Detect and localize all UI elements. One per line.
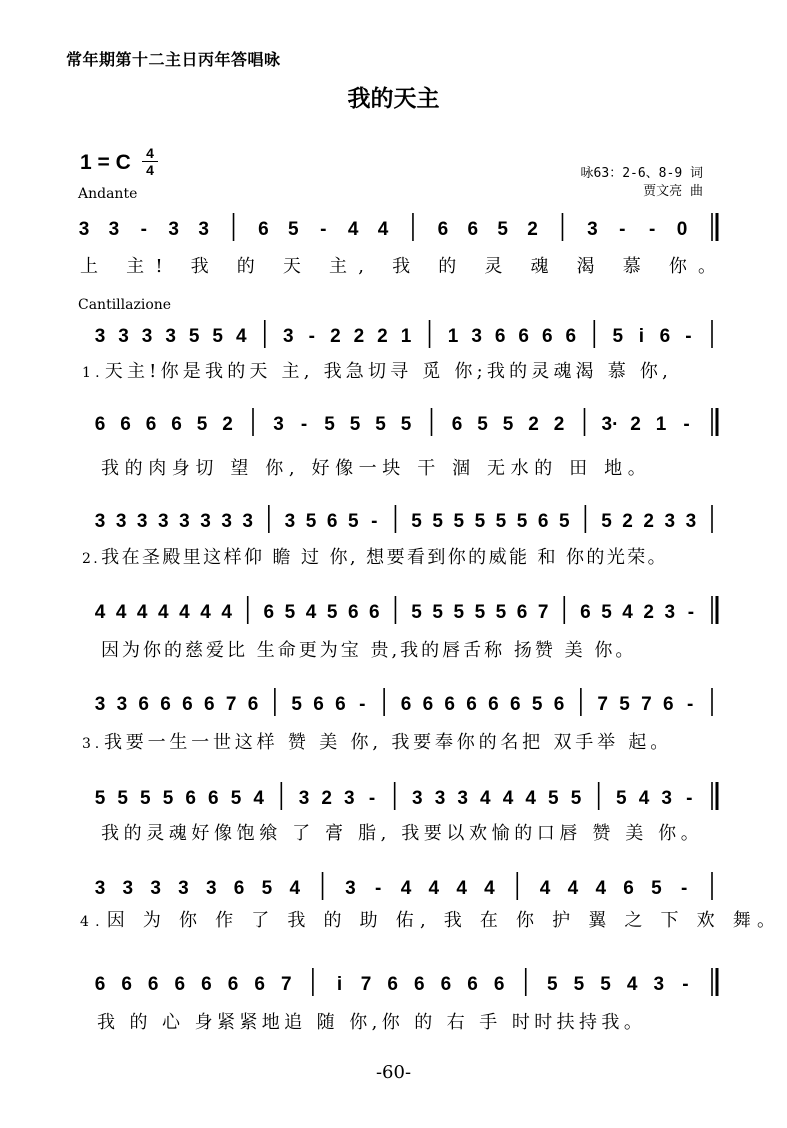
note: 3: [94, 694, 106, 715]
note: 5: [651, 878, 662, 899]
note: 6: [414, 974, 425, 995]
note: 6: [444, 694, 456, 715]
sustain-dash: -: [359, 694, 366, 715]
note: 6: [263, 602, 275, 623]
notation-row: [0, 784, 787, 814]
note: 4: [305, 602, 317, 623]
note: 6: [516, 602, 528, 623]
note: 4: [377, 219, 389, 240]
note: 2: [353, 326, 365, 347]
note: 3: [198, 219, 209, 240]
sustain-dash: -: [686, 694, 694, 715]
note: 5: [261, 878, 273, 899]
note: 6: [208, 788, 219, 809]
note: 4: [638, 788, 650, 809]
lyric-line: [82, 357, 672, 383]
lyric-text: 因为你的慈爱比 生命更为宝 贵,我的唇舌称 扬赞 美 你。: [101, 640, 637, 661]
note: 6: [369, 602, 380, 623]
note: 4: [626, 974, 638, 995]
note: 6: [422, 694, 434, 715]
note: 6: [451, 414, 463, 435]
lyrics-credit: 咏63：2-6、8-9 词: [580, 166, 703, 181]
note: 6: [541, 326, 553, 347]
note: 6: [94, 974, 106, 995]
note: 4: [94, 602, 106, 623]
note: i: [336, 974, 343, 995]
note: 2: [553, 414, 565, 435]
note: 5: [291, 694, 303, 715]
note: 5: [196, 414, 208, 435]
lyric-line: [97, 1008, 646, 1034]
note: 5: [477, 414, 488, 435]
note: 5: [188, 326, 200, 347]
note: 2: [643, 511, 654, 532]
verse-number: 2.: [82, 551, 101, 567]
note: 3: [118, 326, 129, 347]
note: 6: [326, 511, 338, 532]
time-signature: [142, 146, 158, 177]
notation-row: [0, 322, 787, 352]
note: 4: [289, 878, 301, 899]
note: 3: [345, 878, 356, 899]
note: 4: [235, 326, 247, 347]
notation-line: [0, 690, 787, 720]
sustain-dash: -: [682, 974, 689, 995]
note: 5: [284, 602, 296, 623]
note: 6: [565, 326, 577, 347]
note: 3: [115, 511, 127, 532]
note: 6: [160, 694, 171, 715]
note: 6: [138, 694, 150, 715]
note: 4: [428, 878, 440, 899]
note: 3: [168, 219, 180, 240]
note: 5: [326, 602, 338, 623]
lyric-text: 我在圣殿里这样仰 瞻 过 你, 想要看到你的威能 和 你的光荣。: [101, 547, 669, 568]
note: 6: [120, 414, 131, 435]
note: 6: [467, 974, 478, 995]
tempo-marking: Andante: [78, 186, 138, 202]
lyric-text: 上 主! 我 的 天 主, 我 的 灵 魂 渴 慕 你。: [80, 256, 728, 277]
notation-row: [0, 215, 787, 245]
note: 1: [447, 326, 459, 347]
note: 4: [567, 878, 579, 899]
note: 6: [518, 326, 529, 347]
note: 0: [676, 219, 688, 240]
note: 6: [347, 602, 359, 623]
sustain-dash: -: [685, 326, 692, 347]
note: 4: [179, 602, 190, 623]
note: 5: [162, 788, 174, 809]
lyric-line: [101, 454, 651, 480]
verse-number: 1.: [82, 365, 104, 381]
lyric-line: [80, 252, 727, 278]
note: 3: [344, 788, 355, 809]
note: 1: [400, 326, 412, 347]
note: 6: [662, 694, 674, 715]
note: 3: [122, 878, 134, 899]
note: 6: [247, 694, 259, 715]
note: 3: [664, 511, 676, 532]
note: 3: [283, 326, 294, 347]
note: 1: [655, 414, 667, 435]
note: 2: [527, 219, 538, 240]
note: 5: [349, 414, 361, 435]
sustain-dash: -: [683, 414, 690, 435]
note: 6: [258, 219, 269, 240]
lyric-text: 我要一生一世这样 赞 美 你, 我要奉你的名把 双手举 起。: [103, 732, 673, 753]
note: 5: [453, 511, 465, 532]
notation-row: [0, 410, 787, 440]
note: 5: [411, 602, 422, 623]
note: 5: [570, 788, 582, 809]
sustain-dash: -: [371, 511, 378, 532]
note: 3: [298, 788, 310, 809]
notation-row: [0, 874, 787, 904]
note: 6: [494, 326, 506, 347]
note: 5: [288, 219, 299, 240]
note: 3: [108, 219, 120, 240]
note: 3: [150, 878, 161, 899]
note: 5: [497, 219, 508, 240]
note: 5: [495, 602, 507, 623]
notation-line: [0, 215, 787, 245]
note: 3: [158, 511, 169, 532]
note: 3: [94, 878, 106, 899]
note: 3: [136, 511, 148, 532]
note: 5: [601, 511, 612, 532]
note: 2: [528, 414, 539, 435]
note: 5: [495, 511, 507, 532]
note: 3: [221, 511, 232, 532]
note: 4: [502, 788, 514, 809]
note: 3: [205, 878, 217, 899]
note: 3: [471, 326, 482, 347]
meter-top: 4: [146, 145, 154, 161]
notation-row: [0, 970, 787, 1000]
note: 3: [78, 219, 90, 240]
note: 3: [273, 414, 284, 435]
note: 6: [466, 694, 477, 715]
note: 6: [171, 414, 182, 435]
note: 4: [480, 788, 491, 809]
note: 4: [595, 878, 607, 899]
note: 3: [165, 326, 176, 347]
note: 2: [222, 414, 233, 435]
note: 6: [553, 694, 565, 715]
note: 3: [685, 511, 697, 532]
note: 3: [94, 511, 106, 532]
note: 5: [474, 602, 486, 623]
note: 5: [212, 326, 223, 347]
note: 6: [467, 219, 479, 240]
note: 4: [539, 878, 551, 899]
note: 2: [377, 326, 388, 347]
sustain-dash: -: [649, 219, 656, 240]
note: 4: [456, 878, 467, 899]
note: 6: [201, 974, 212, 995]
note: 5: [619, 694, 630, 715]
note: 2: [622, 511, 633, 532]
note: 3: [179, 511, 190, 532]
meter-bottom: 4: [146, 162, 154, 178]
note: 6: [493, 974, 505, 995]
note: 6: [437, 219, 449, 240]
notation-line: [0, 784, 787, 814]
note: 2: [330, 326, 341, 347]
note: 5: [230, 788, 242, 809]
note: 5: [601, 602, 612, 623]
note: 5: [347, 511, 359, 532]
sustain-dash: -: [140, 219, 147, 240]
note: 5: [502, 414, 514, 435]
sustain-dash: -: [300, 414, 308, 435]
note: 6: [182, 694, 193, 715]
notation-line: [0, 598, 787, 628]
note: 7: [360, 974, 372, 995]
note: 6: [335, 694, 346, 715]
note: 6: [203, 694, 215, 715]
lyric-text: 我 的 心 身紧紧地追 随 你,你 的 右 手 时时扶持我。: [97, 1012, 647, 1033]
notation-line: [0, 322, 787, 352]
note: 3: [664, 602, 676, 623]
note: 5: [140, 788, 151, 809]
note: 5: [612, 326, 624, 347]
note: 3: [200, 511, 211, 532]
note: 6: [537, 511, 549, 532]
note: 7: [225, 694, 237, 715]
lyric-text: 我的灵魂好像饱飨 了 膏 脂, 我要以欢愉的口唇 赞 美 你。: [101, 823, 704, 844]
note: 6: [400, 694, 412, 715]
note: 5: [411, 511, 422, 532]
note: 6: [440, 974, 452, 995]
note: 3: [116, 694, 128, 715]
note: 6: [509, 694, 521, 715]
note: 5: [324, 414, 335, 435]
notation-line: [0, 874, 787, 904]
sustain-dash: -: [686, 788, 693, 809]
note: 5: [432, 602, 443, 623]
music-credit: 贾文亮 曲: [643, 184, 703, 199]
note: 4: [400, 878, 412, 899]
note: 6: [185, 788, 196, 809]
note: i: [638, 326, 645, 347]
notation-line: [0, 507, 787, 537]
note: 5: [375, 414, 386, 435]
notation-line: [0, 410, 787, 440]
note: 6: [623, 878, 634, 899]
note: 5: [600, 974, 611, 995]
note: 5: [573, 974, 585, 995]
note: 4: [347, 219, 359, 240]
note: 4: [200, 602, 211, 623]
lyric-text: 因 为 你 作 了 我 的 助 佑, 我 在 你 护 翼 之 下 欢 舞。: [106, 910, 782, 931]
note: 3: [653, 974, 665, 995]
note: 6: [121, 974, 132, 995]
note: 4: [158, 602, 169, 623]
note: 7: [641, 694, 652, 715]
verse-number: 3.: [82, 736, 103, 752]
note: 6: [174, 974, 186, 995]
note: 6: [659, 326, 671, 347]
note: 3: [141, 326, 153, 347]
note: 3: [94, 326, 106, 347]
lyric-line: [82, 728, 672, 754]
sustain-dash: -: [320, 219, 327, 240]
note: 4: [221, 602, 232, 623]
notation-row: [0, 598, 787, 628]
sustain-dash: -: [619, 219, 626, 240]
lyric-text: 天主!你是我的天 主, 我急切寻 觅 你;我的灵魂渴 慕 你,: [104, 361, 673, 382]
notation-row: [0, 507, 787, 537]
note: 6: [580, 602, 591, 623]
note: 6: [313, 694, 324, 715]
lyric-line: [82, 543, 668, 569]
note: 6: [254, 974, 265, 995]
note: 4: [136, 602, 148, 623]
note: 6: [488, 694, 499, 715]
lyric-text: 我的肉身切 望 你, 好像一块 干 涸 无水的 田 地。: [101, 458, 652, 479]
note: 6: [94, 414, 106, 435]
note: 4: [622, 602, 633, 623]
note: 2: [321, 788, 332, 809]
note: 3: [457, 788, 468, 809]
notation-line: [0, 970, 787, 1000]
note: 5: [305, 511, 317, 532]
note: 5: [616, 788, 627, 809]
sustain-dash: -: [375, 878, 382, 899]
note: 3: [178, 878, 189, 899]
liturgical-heading: 常年期第十二主日丙年答唱咏: [66, 50, 281, 69]
note: 4: [115, 602, 127, 623]
note: 6: [227, 974, 239, 995]
note: 3: [661, 788, 672, 809]
note: 5: [400, 414, 412, 435]
note: 3: [284, 511, 296, 532]
notation-row: [0, 690, 787, 720]
lyric-line: [101, 819, 703, 845]
note: 3: [587, 219, 598, 240]
note: 7: [597, 694, 609, 715]
page-number: -60-: [375, 1062, 412, 1083]
note: 5: [531, 694, 543, 715]
sustain-dash: -: [308, 326, 316, 347]
verse-number: 4.: [80, 914, 106, 930]
note: 5: [558, 511, 570, 532]
sustain-dash: -: [687, 602, 695, 623]
note: 5: [516, 511, 528, 532]
note: 5: [94, 788, 106, 809]
note: 2: [643, 602, 654, 623]
note: 6: [145, 414, 157, 435]
note: 3·: [601, 414, 619, 435]
note: 5: [474, 511, 486, 532]
note: 4: [253, 788, 264, 809]
sustain-dash: -: [368, 788, 376, 809]
note: 6: [233, 878, 245, 899]
note: 7: [537, 602, 549, 623]
note: 3: [412, 788, 423, 809]
song-title: 我的天主: [347, 85, 440, 112]
note: 4: [484, 878, 495, 899]
note: 5: [453, 602, 465, 623]
note: 7: [280, 974, 292, 995]
note: 5: [547, 974, 558, 995]
note: 5: [432, 511, 443, 532]
note: 6: [387, 974, 398, 995]
lyric-line: [80, 906, 781, 932]
lyric-line: [101, 636, 636, 662]
note: 6: [147, 974, 159, 995]
note: 5: [548, 788, 559, 809]
note: 5: [117, 788, 128, 809]
note: 3: [434, 788, 446, 809]
note: 4: [525, 788, 536, 809]
sustain-dash: -: [681, 878, 688, 899]
style-marking: Cantillazione: [78, 297, 172, 313]
key-signature: 1 = C: [80, 151, 131, 174]
note: 3: [242, 511, 254, 532]
note: 2: [630, 414, 641, 435]
